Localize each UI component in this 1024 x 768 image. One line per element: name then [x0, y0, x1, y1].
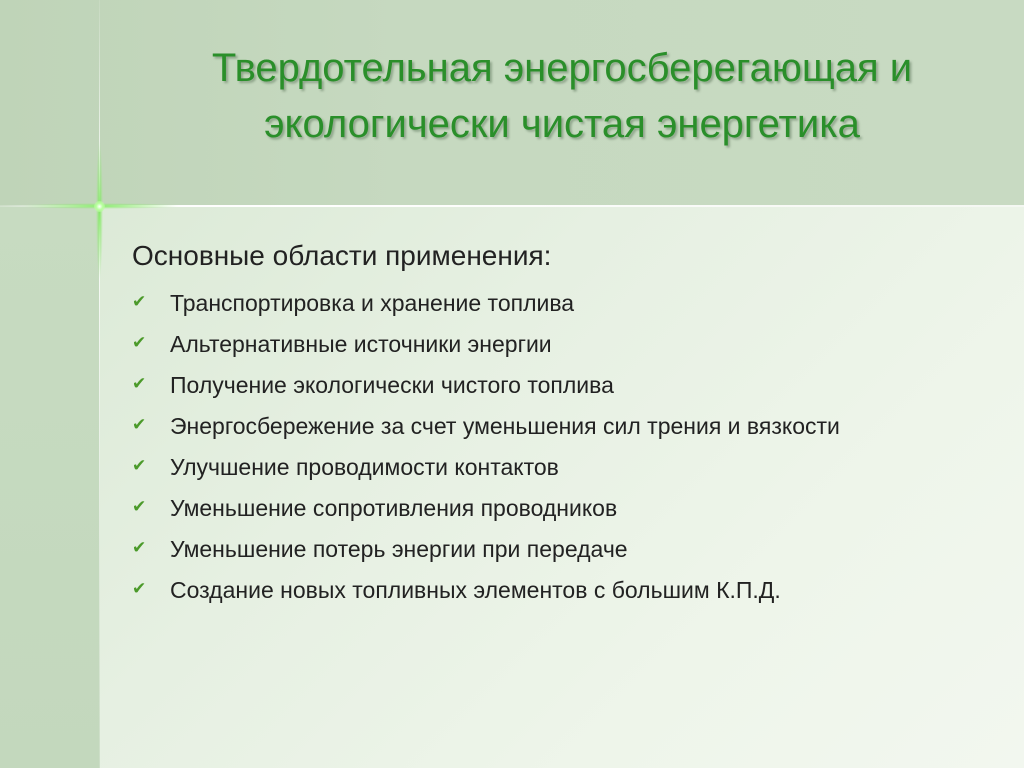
bullet-text: Уменьшение сопротивления проводников — [170, 495, 618, 521]
bullet-text: Уменьшение потерь энергии при передаче — [170, 536, 628, 562]
bullet-item — [132, 450, 962, 484]
bullet-item — [132, 368, 962, 402]
bullet-text: Получение экологически чистого топлива — [170, 372, 614, 398]
check-mark-icon: ✔ — [132, 415, 147, 435]
bullet-item — [132, 532, 962, 566]
check-mark-icon: ✔ — [132, 333, 147, 353]
slide-title: Твердотельная энергосберегающая и экологически чистая энергетика — [211, 46, 913, 146]
bullet-list — [132, 286, 962, 614]
bullet-item — [132, 286, 962, 320]
check-mark-icon: ✔ — [132, 292, 147, 312]
bullet-item — [132, 409, 962, 443]
sparkle-icon — [94, 201, 105, 212]
check-mark-icon: ✔ — [132, 579, 147, 599]
bullet-item — [132, 491, 962, 525]
check-mark-icon: ✔ — [132, 374, 147, 394]
check-mark-icon: ✔ — [132, 538, 147, 558]
bullet-text: Альтернативные источники энергии — [170, 331, 552, 357]
slide-subtitle: Основные области применения: — [132, 240, 552, 271]
left-decorative-strip — [0, 206, 100, 768]
check-mark-icon: ✔ — [132, 497, 147, 517]
bullet-item — [132, 327, 962, 361]
bullet-text: Энергосбережение за счет уменьшения сил трения и вязкости — [170, 413, 840, 439]
bullet-text: Транспортировка и хранение топлива — [170, 290, 575, 316]
check-mark-icon: ✔ — [132, 456, 147, 476]
bullet-text: Улучшение проводимости контактов — [170, 454, 559, 480]
bullet-text: Создание новых топливных элементов с большим К.П.Д. — [170, 577, 781, 603]
bullet-item — [132, 573, 962, 607]
